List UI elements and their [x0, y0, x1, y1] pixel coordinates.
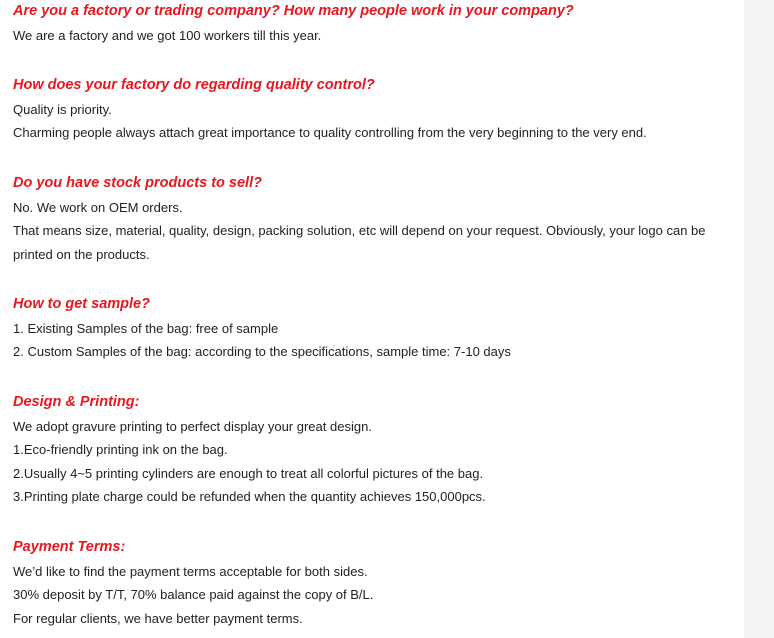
answer-line: We’d like to find the payment terms acceptable for both sides. [13, 564, 368, 579]
answer-line: 1. Existing Samples of the bag: free of sample [13, 321, 279, 336]
faq-answer [13, 24, 738, 47]
answer-line: 2.Usually 4~5 printing cylinders are enough to treat all colorful pictures of the bag. [13, 465, 484, 481]
answer-line: 3.Printing plate charge could be refunded when the quantity achieves 150,000pcs. [13, 488, 486, 504]
faq-item-payment-terms [13, 537, 738, 630]
faq-question: Are you a factory or trading company? How many people work in your company? [13, 3, 574, 19]
faq-item-factory [13, 1, 738, 47]
answer-line: 1.Eco-friendly printing ink on the bag. [13, 442, 228, 458]
answer-line: For regular clients, we have better payment terms. [13, 610, 303, 626]
answer-line: We adopt gravure printing to perfect display your great design. [13, 419, 372, 434]
faq-item-quality-control [13, 75, 738, 145]
answer-line: Charming people always attach great importance to quality controlling from the very beginning to the very end. [13, 125, 647, 141]
answer-line: No. We work on OEM orders. [13, 200, 183, 215]
faq-answer [13, 415, 738, 508]
answer-line: Quality is priority. [13, 102, 112, 117]
faq-item-sample [13, 294, 738, 364]
faq-question: How does your factory do regarding quality control? [13, 77, 375, 93]
page-margin-strip [744, 0, 774, 638]
faq-answer [13, 98, 738, 145]
answer-line: 2. Custom Samples of the bag: according to the specifications, sample time: 7-10 days [13, 344, 511, 360]
faq-question: Design & Printing: [13, 394, 140, 410]
faq-item-design-printing [13, 392, 738, 508]
answer-line: 30% deposit by T/T, 70% balance paid against the copy of B/L. [13, 587, 374, 603]
answer-line: That means size, material, quality, design, packing solution, etc will depend on your request. Obviously, your logo can be printed on the products. [13, 223, 706, 262]
faq-item-stock-products [13, 173, 738, 266]
faq-question: Payment Terms: [13, 539, 126, 555]
faq-answer [13, 317, 738, 364]
faq-question: Do you have stock products to sell? [13, 175, 262, 191]
faq-question: How to get sample? [13, 296, 150, 312]
faq-answer [13, 560, 738, 630]
faq-answer [13, 196, 738, 266]
answer-line: We are a factory and we got 100 workers till this year. [13, 28, 322, 43]
